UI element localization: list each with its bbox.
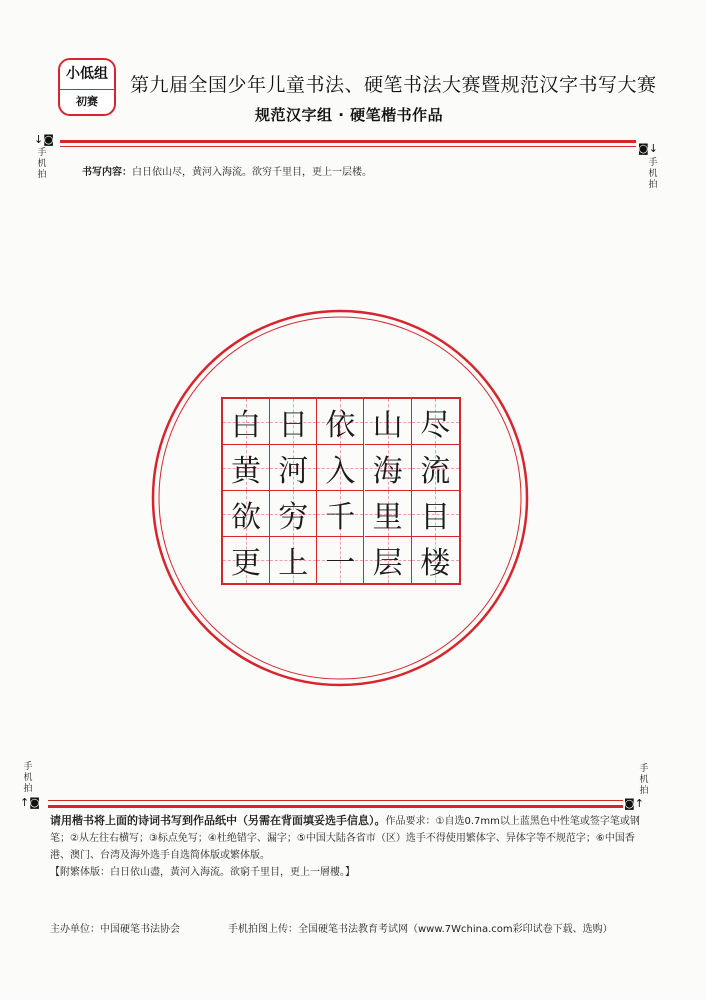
badge-group-label: 小低组 xyxy=(60,60,114,90)
grid-character: 入 xyxy=(325,453,356,489)
badge-round-label: 初赛 xyxy=(76,95,98,108)
grid-cell xyxy=(365,537,412,583)
instructions-lead: 请用楷书将上面的诗词书写到作品纸中（另需在背面填妥选手信息）。 xyxy=(50,814,386,827)
grid-character: 楼 xyxy=(420,546,451,581)
grid-cell xyxy=(412,537,459,583)
grid-cell xyxy=(223,445,270,491)
grid-cell xyxy=(223,537,270,583)
camera-icon: ◙↑ xyxy=(624,797,644,810)
grid-character: 海 xyxy=(372,453,403,489)
camera-icon: ◙↓ xyxy=(638,142,658,155)
grid-cell xyxy=(317,445,364,491)
writing-grid xyxy=(221,397,461,585)
grid-character: 山 xyxy=(372,407,403,443)
grid-cell xyxy=(365,399,412,445)
grid-cell xyxy=(223,491,270,537)
page-subtitle: 规范汉字组 · 硬笔楷书作品 xyxy=(255,106,444,124)
grid-cell xyxy=(270,445,317,491)
grid-character: 层 xyxy=(372,546,403,581)
header-rule-thin xyxy=(60,146,636,147)
grid-character: 黄 xyxy=(231,453,261,489)
writing-content-text: 白日依山尽，黄河入海流。欲穷千里目，更上一层楼。 xyxy=(132,167,372,178)
footer-upload: 手机拍图上传：全国硬笔书法教育考试网（www.7Wchina.com彩印试卷下载、选购） xyxy=(228,924,613,935)
grid-cell xyxy=(412,445,459,491)
grid-character: 白 xyxy=(231,407,261,443)
footer-organizer: 主办单位：中国硬笔书法协会 xyxy=(50,924,180,935)
grid-cell xyxy=(317,399,364,445)
grid-character: 目 xyxy=(420,499,451,535)
grid-character: 依 xyxy=(325,407,356,443)
instructions xyxy=(50,812,640,881)
grid-character: 日 xyxy=(278,407,309,443)
grid-cell xyxy=(317,537,364,583)
camera-icon: ↓◙ xyxy=(34,133,54,146)
grid-cell xyxy=(270,537,317,583)
grid-cell xyxy=(412,399,459,445)
page-title: 第九届全国少年儿童书法、硬笔书法大赛暨规范汉字书写大赛 xyxy=(130,74,657,96)
grid-character: 穷 xyxy=(278,499,309,535)
group-badge xyxy=(58,58,116,116)
footer-rule-thin xyxy=(48,800,623,801)
grid-character: 尽 xyxy=(420,407,451,443)
footer-rule-thick xyxy=(48,805,623,808)
grid-cell xyxy=(365,491,412,537)
grid-cell xyxy=(223,399,270,445)
camera-icon: ↑◙ xyxy=(20,796,40,809)
grid-character: 千 xyxy=(325,499,356,535)
grid-cell xyxy=(270,491,317,537)
grid-character: 河 xyxy=(278,453,309,489)
grid-cell xyxy=(270,399,317,445)
photo-label-bottom-right: 手机拍 xyxy=(639,764,649,796)
grid-character: 上 xyxy=(278,546,309,581)
grid-cell xyxy=(412,491,459,537)
writing-content xyxy=(82,163,372,178)
instructions-traditional: 【附繁体版：白日依山盡，黃河入海流。欲窮千里目，更上一層樓。】 xyxy=(50,867,355,878)
grid-character: 里 xyxy=(372,499,403,535)
grid-character: 更 xyxy=(231,546,261,581)
instructions-body: 作品要求：①自选0.7mm以上蓝黑色中性笔或签字笔或钢笔；②从左往右横写；③标点免写；④杜绝错字、漏字；⑤中国大陆各省市（区）选手不得使用繁体字、异体字等不规范字；⑥中国香港、澳门、台湾及海外选手自选简体版或繁体版。 xyxy=(50,816,640,861)
photo-label-bottom-left: 手机拍 xyxy=(23,762,33,794)
grid-cell xyxy=(365,445,412,491)
grid-cell xyxy=(317,491,364,537)
header-rule-thick xyxy=(60,140,636,143)
grid-character: 一 xyxy=(325,546,356,581)
show-through-mark xyxy=(520,20,533,66)
grid-character: 流 xyxy=(420,453,451,489)
writing-content-prefix: 书写内容： xyxy=(82,167,132,178)
photo-label-top-right: 手机拍 xyxy=(648,158,658,190)
photo-label-top-left: 手机拍 xyxy=(37,148,47,180)
grid-character: 欲 xyxy=(231,499,261,535)
